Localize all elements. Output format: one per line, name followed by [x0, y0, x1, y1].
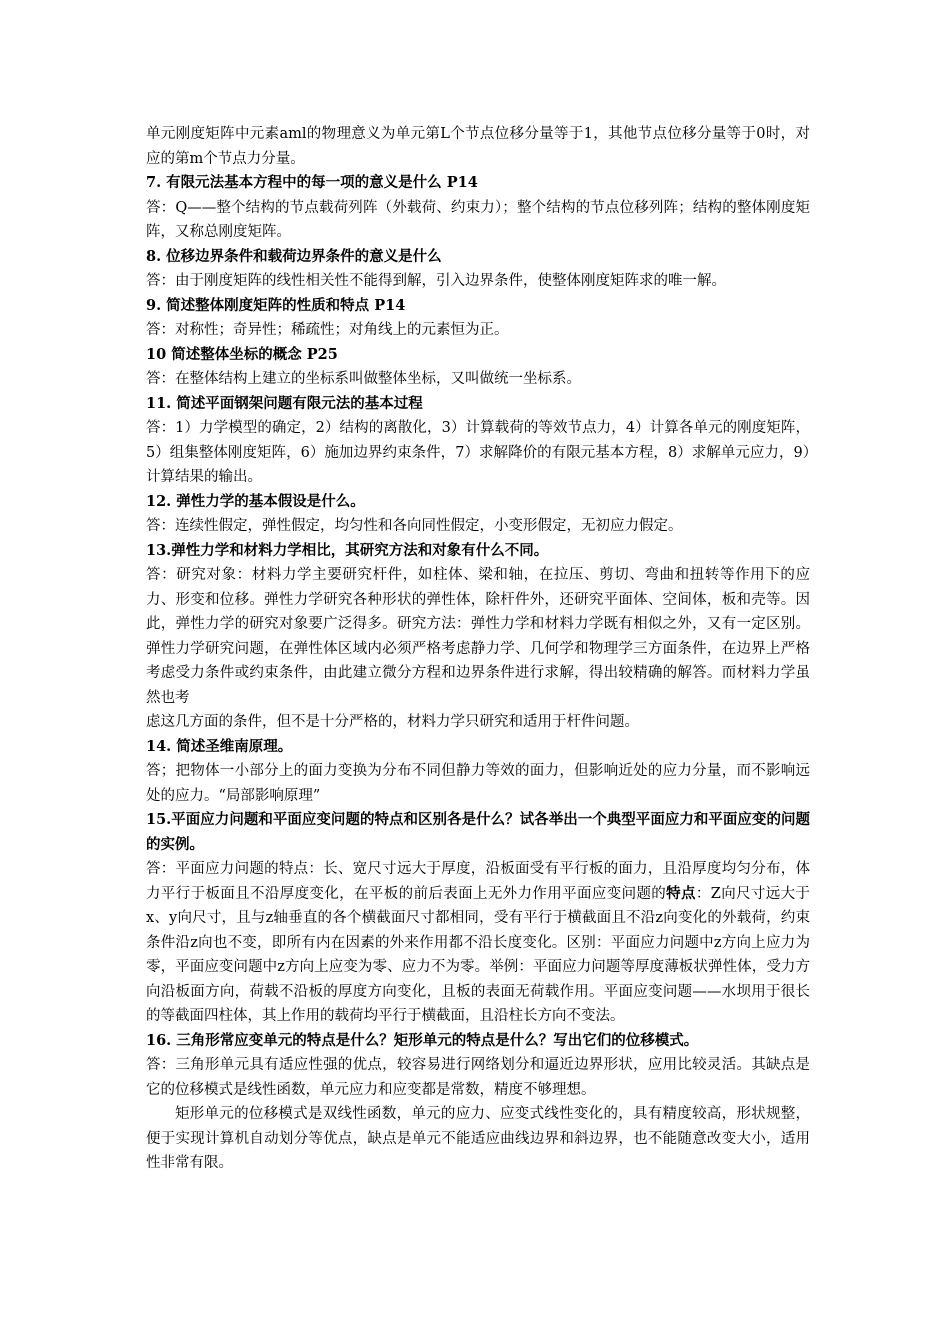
question-14-heading: 14. 简述圣维南原理。 [146, 737, 293, 755]
answer-15-paragraph [146, 857, 810, 1029]
document-page [146, 122, 810, 1176]
answer-11-paragraph: 答：1）力学模型的确定，2）结构的离散化，3）计算载荷的等效节点力，4）计算各单元的刚度矩阵，5）组集整体刚度矩阵，6）施加边界约束条件，7）求解降价的有限元基本方程，8）求解单元应力，9）计算结果的输出。 [146, 420, 810, 485]
answer-16-continuation: 矩形单元的位移模式是双线性函数，单元的应力、应变式线性变化的，具有精度较高，形状规整，便于实现计算机自动划分等优点，缺点是单元不能适应曲线边界和斜边界，也不能随意改变大小，适用性非常有限。 [146, 1106, 810, 1171]
answer-8-paragraph: 答：由于刚度矩阵的线性相关性不能得到解，引入边界条件，使整体刚度矩阵求的唯一解。 [146, 273, 726, 289]
answer-15-text-end: ：Z向尺寸远大于x、y向尺寸，且与z轴垂直的各个横截面尺寸都相同，受有平行于横截面且不沿z向变化的外载荷，约束条件沿z向也不变，即所有内在因素的外来作用都不沿长度变化。区别：平面应力问题中z方向上应力为零，平面应变问题中z方向上应变为零、应力不为零。举例：平面应力问题等厚度薄板状弹性体，受力方向沿板面方向，荷载不沿板的厚度方向变化，且板的表面无荷载作用。平面应变问题——水坝用于很长的等截面四柱体，其上作用的载荷均平行于横截面，且沿柱长方向不变法。 [146, 885, 811, 1024]
question-7-heading: 7. 有限元法基本方程中的每一项的意义是什么 P14 [146, 174, 478, 191]
question-12-heading: 12. 弹性力学的基本假设是什么。 [146, 492, 365, 510]
answer-13-paragraph: 答：研究对象：材料力学主要研究杆件，如柱体、梁和轴，在拉压、剪切、弯曲和扭转等作用下的应力、形变和位移。弹性力学研究各种形状的弹性体，除杆件外，还研究平面体、空间体，板和壳等。因此，弹性力学的研究对象要广泛得多。研究方法：弹性力学和材料力学既有相似之外，又有一定区别。弹性力学研究问题，在弹性体区域内必须严格考虑静力学、几何学和物理学三方面条件，在边界上严格考虑受力条件或约束条件，由此建立微分方程和边界条件进行求解，得出较精确的解答。而材料力学虽然也考 [146, 567, 810, 706]
question-16-heading: 16. 三角形常应变单元的特点是什么？矩形单元的特点是什么？写出它们的位移模式。 [146, 1031, 699, 1049]
answer-13-continuation: 虑这几方面的条件，但不是十分严格的，材料力学只研究和适用于杆件问题。 [146, 714, 639, 730]
intro-paragraph: 单元刚度矩阵中元素aml的物理意义为单元第L个节点位移分量等于1，其他节点位移分量等于0时，对应的第m个节点力分量。 [146, 126, 810, 167]
question-13-heading: 13.弹性力学和材料力学相比，其研究方法和对象有什么不同。 [146, 541, 549, 559]
answer-7-paragraph: 答：Q——整个结构的节点载荷列阵（外载荷、约束力）；整个结构的节点位移列阵；结构的整体刚度矩阵，又称总刚度矩阵。 [146, 199, 810, 240]
answer-14-paragraph: 答；把物体一小部分上的面力变换为分布不同但静力等效的面力，但影响近处的应力分量，而不影响远处的应力。“局部影响原理” [146, 763, 810, 804]
answer-15-bold-term: 特点 [666, 884, 696, 902]
answer-12-paragraph: 答：连续性假定，弹性假定，均匀性和各向同性假定，小变形假定，无初应力假定。 [146, 518, 683, 534]
question-9-heading: 9. 简述整体刚度矩阵的性质和特点 P14 [146, 296, 406, 314]
question-11-heading: 11. 简述平面钢架问题有限元法的基本过程 [146, 394, 423, 412]
question-10-heading: 10 简述整体坐标的概念 P25 [146, 345, 338, 363]
answer-15-text-start: 答：平面应力问题的特点：长、宽尺寸远大于厚度，沿板面受有平行板的面力，且沿厚度均匀分布，体力平行于板面且不沿厚度变化，在平板的前后表面上无外力作用平面应变问题的 [146, 861, 810, 902]
question-15-heading: 15.平面应力问题和平面应变问题的特点和区别各是什么？试各举出一个典型平面应力和平面应变的问题的实例。 [146, 811, 810, 853]
answer-9-paragraph: 答：对称性；奇异性；稀疏性；对角线上的元素恒为正。 [146, 322, 509, 338]
answer-10-paragraph: 答：在整体结构上建立的坐标系叫做整体坐标，又叫做统一坐标系。 [146, 371, 581, 387]
answer-16-paragraph: 答：三角形单元具有适应性强的优点，较容易进行网络划分和逼近边界形状，应用比较灵活。其缺点是它的位移模式是线性函数，单元应力和应变都是常数，精度不够理想。 [146, 1057, 810, 1098]
question-8-heading: 8. 位移边界条件和载荷边界条件的意义是什么 [146, 247, 442, 265]
